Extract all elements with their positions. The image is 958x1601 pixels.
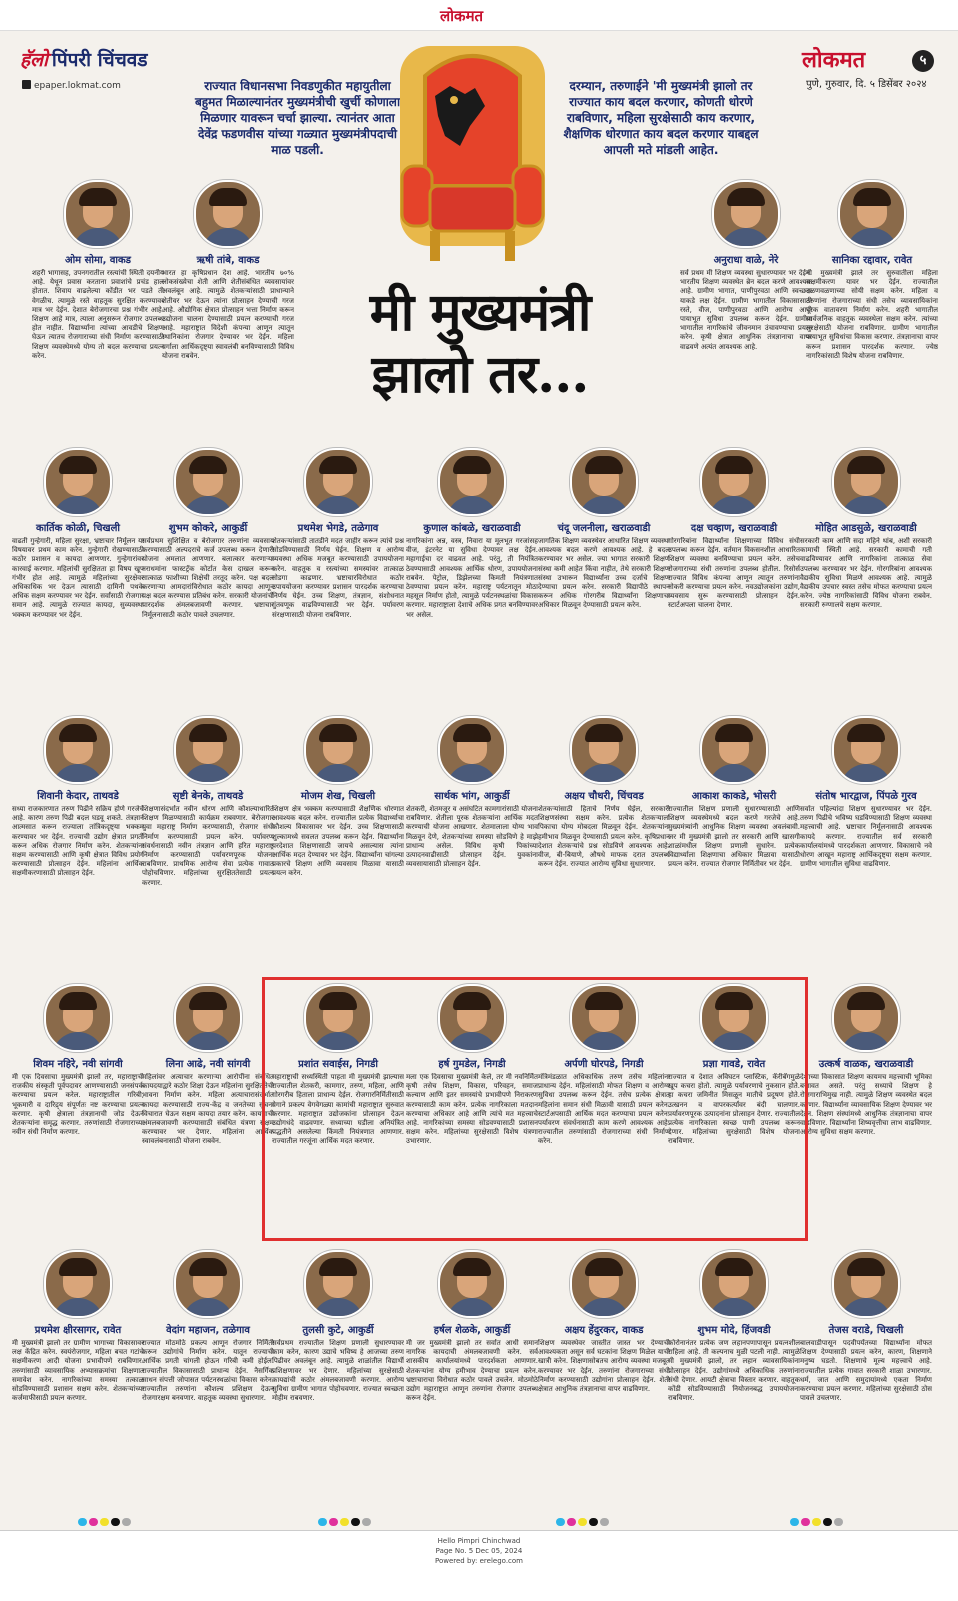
person-card	[142, 448, 274, 645]
person-card	[142, 1250, 274, 1447]
person-name: प्रथमेश भेगडे, तळेगाव	[297, 523, 379, 534]
footer	[0, 1530, 958, 1601]
person-name: ओम सोमा, वाकड	[64, 255, 132, 266]
dateline: पुणे, गुरुवार, दि. ५ डिसेंबर २०२४	[806, 79, 927, 90]
intro-right: दरम्यान, तरुणाईने 'मी मुख्यमंत्री झालो तर राज्यात काय बदल करणार, कोणती धोरणे राबविणार, महिला सुरक्षेसाठी काय करणार, शैक्षणिक धोरणात काय बदल करणार याबद्दल आपली मते मांडली आहेत.	[563, 79, 759, 157]
person-opinion: राज्यात मोठमोठे प्रकल्प आणून रोजगार निर्मिती करून उद्योगांचे निर्माण करेन. यातून राज्याची आर्थिक प्रगती चांगली होऊन गरिबी कमी होईल. राज्यातील विकासासाठी प्राधान्य देईन. नैसर्गिक साधन संपत्ती जोपासत पर्यटनस्थळांचा विकास करेन. राज्यातील तरुणांना कौशल्य प्रशिक्षण देऊन रोजगारक्षम बनवणार. वाहतूक व्यवस्था सुधारणार.	[142, 1339, 274, 1403]
person-opinion: वाढती गुन्हेगारी, महिला सुरक्षा, भ्रष्टाचार निर्मूलन या विषयावर प्रथम काम करेन. गुन्हेगारी रोखण्यासाठी कठोर प्रशासन व कायदा आणणार. गुन्हेगारांवर कारवाई करणार. महिलांची सुरक्षितता हा विषय खूप गंभीर होत आहे. त्यामुळे महिलांच्या सुरक्षेवर अधिकाधिक भर देऊन त्यासाठी दामिनी पथके अधिक सक्षम करण्यावर भर देईन. सर्वांसाठी रोजगार समान आहे. त्यामुळे राज्यात कायदा, सुव्यवस्था भक्कम करण्यावर भर देईन.	[12, 537, 144, 619]
headline-line1: मी मुख्यमंत्री	[369, 282, 591, 343]
person-name: हर्षल शेळके, आकुर्डी	[433, 1325, 511, 1336]
person-name: अक्षय चौधरी, चिंचवड	[564, 791, 644, 802]
avatar	[64, 180, 132, 248]
avatar	[712, 180, 780, 248]
avatar	[438, 448, 506, 516]
person-card	[406, 1250, 538, 1447]
avatar	[174, 448, 242, 516]
person-opinion: सर्वप्रथम राज्यातील शिक्षण प्रणाली सुधारण्यावर काम करेन, कारण उद्याचे भविष्य हे आजच्या तरुण पिढीवर अवलंबून आहे. त्यामुळे शाळांतील विद्यार्थी प्रशिक्षणावर भर देणार. महिलांच्या सुरक्षेसाठी कायद्यांची कठोर अंमलबजावणी करणार. आरोग्य सुविधा ग्रामीण भागात पोहोचवणार. राज्यात स्वच्छता मोहीम राबवणार.	[272, 1339, 404, 1403]
avatar	[832, 716, 900, 784]
person-card	[272, 1250, 404, 1447]
person-name: सानिका रद्दावार, रावेत	[831, 255, 913, 266]
avatar	[174, 984, 242, 1052]
color-registration-left	[78, 1518, 131, 1526]
person-card	[406, 448, 538, 645]
person-card	[142, 716, 274, 913]
person-opinion: कोरोनानंतर प्रत्येक जण लहानपणापासून प्रयत्नशील राहिला आहे. ती कल्पनाच मुळी पटली नाही. त्यामुळे मी मुख्यमंत्री झालो, तर लहान व्यावसायिकांना प्रोत्साहन देईन. उद्योगांमध्ये अधिकाधिक तरुणांना संधी देणार. आयटी क्षेत्राचा विस्तार करणार. वाहतूक कोंडी सोडविण्यासाठी नियोजनबद्ध उपाययोजना राबविणार.	[668, 1339, 800, 1403]
avatar	[194, 180, 262, 248]
epaper-url[interactable]	[22, 80, 121, 91]
person-opinion: मी जर मुख्यमंत्री झालो तर सर्वात आधी समान नागरिक कायदाची अंमलबजावणी करेन. सर्व शासकीय कार्यालयांमध्ये पारदर्शकता आणणार. शेतकऱ्यांना योग्य हमीभाव देण्याचा प्रयत्न करेन. भ्रष्टाचाराचा विरोधात कठोर पावले उचलेन. मोठमोठे उद्योग महाराष्ट्रात आणून तरुणांना रोजगार उपलब्ध करून देईन.	[406, 1339, 538, 1403]
avatar	[832, 448, 900, 516]
person-card	[32, 180, 164, 377]
person-opinion: महाराष्ट्राची सध्यस्थिती पाहता मी मुख्यमंत्री झाल्यास राज्यातील शेतकरी, कामगार, तरुण, महिला, आणि गोरगरीब हिताला प्राधान्य देईल. रोजगारनिर्मितीसाठी वेगाने प्रकल्प वेगवेगळ्या कामांची महाराष्ट्रात सुरुवात करणार. महाराष्ट्रात उद्योजकांना प्रोत्साहन देऊन उद्योगधंदे वाढवणार. सध्याच्या घडीला अनियंत्रित पद्धतीने असलेल्या किंमती नियंत्रणात आणणार. राज्यातील गरजूंना आर्थिक मदत करणार.	[272, 1073, 404, 1146]
person-card	[12, 984, 144, 1181]
person-opinion: शिक्षणासंदर्भात नवीन धोरण आणि कौशल्याधारित शिक्षण मिळण्यासाठी कार्यक्रम राबवणार. बेरोजगार युवा महाराष्ट्र निर्माण करण्यासाठी, रोजगार संधी निर्माण करण्यासाठी प्रयत्न करेन. पर्यावरण संवर्धनासाठी नवीन तंत्रज्ञान आणि हरित महाराष्ट्र निर्माण करण्यासाठी पर्यावरणपूरक योजना राबविणार. प्राथमिक आरोग्य सेवा प्रत्येक गावात पोहोचविणार. महिलांच्या सुरक्षिततेसाठी प्रयत्न करणार.	[142, 805, 274, 887]
person-opinion: बालवाडीपासून पदवीपर्यंतच्या विद्यार्थ्यांना मोफत शिक्षण देण्यासाठी प्रयत्न करेन, कारण, शिक्षणाने मनुष्य घडतो. शिक्षणाचे मूल्य महत्त्वाचे आहे. राज्यातील प्रत्येक गावात सरकारी शाळा उभारणार. धर्म, जात आणि समुदायांमध्ये एकता निर्माण करण्याचा प्रयत्न करणार. महिलांच्या सुरक्षेसाठी ठोस पावले उचलणार.	[800, 1339, 932, 1403]
person-name: अक्षय हेंदुरकर, वाकड	[564, 1325, 644, 1336]
person-name: वेदांग महाजन, तळेगाव	[166, 1325, 250, 1336]
person-name: प्रथमेश क्षीरसागर, रावेत	[34, 1325, 122, 1336]
person-opinion: शेतकरी, शेतमजूर व असंघटित कामगारांसाठी योजना राबविणार. शेतीला पूरक शेतकऱ्यांना आर्थिक मदत करण्याची योजना आखणार. शेतमालाला योग्य भाव मिळवून देणे, शेतकऱ्यांच्या समस्या सोडविणे हे माझे प्राधान्य असेल. विविध कृषी पिकांच्या उत्पादनवाढीसाठी प्रोत्साहन देईन. युवकांना व्यवसायासाठी प्रोत्साहन देईन.	[406, 805, 538, 869]
avatar	[44, 1250, 112, 1318]
person-name: सृष्टी बेनके, ताथवडे	[172, 791, 244, 802]
person-opinion: महिलांवर अत्याचार करणाऱ्या आरोपींना संबंधित कायदयाद्वारे कठोर शिक्षा देऊन महिलांना सुरक्षिततेची भावना निर्माण करेन. महिला अत्याचारासंदर्भात कायदा करण्यासाठी राज्य-केंद्र व जनतेच्या सूचना विचारात घेऊन सक्षम कायदा तयार करेन. कायद्याची अंमलबजावणी करण्यासाठी संबंधित यंत्रणा सक्षम करण्यावर भर देणार. महिलांना आर्थिक स्वावलंबनासाठी योजना राबवेन.	[142, 1073, 274, 1146]
person-name: कार्तिक कोळी, चिखली	[36, 523, 120, 534]
page-number: ५	[912, 50, 934, 72]
person-card	[800, 448, 932, 645]
person-name: तुलसी कुटे, आकुर्डी	[302, 1325, 374, 1336]
person-opinion: मंत्रिमंडळात अधिकाधिक तरुण तसेच महिलांना प्राधान्य देईन. महिलांसाठी मोफत शिक्षण व आरोग्य सुविधा उपलब्ध करून देईन. तसेच प्रत्येक क्षेत्रात महिलांना समान संधी मिळावी यासाठी प्रयत्न करेन. स्टार्टअपसाठी आर्थिक मदत करण्याचा प्रयत्न करेन. पर्यावरण संवर्धनासाठी काम करणे आवश्यक आहे. राज्यातील तरुणांसाठी रोजगाराच्या संधी निर्माण करेन.	[538, 1073, 670, 1146]
avatar	[44, 448, 112, 516]
person-name: कुणाल कांबळे, खराळवाडी	[423, 523, 521, 534]
avatar	[304, 716, 372, 784]
person-opinion: भारत हा कृषिप्रधान देश आहे. भारतीय ७०% लोकसंख्येचा शेती आणि शेतीसंबंधित व्यवसायांवर अवलंबून आहे. त्यामुळे शेतकऱ्यांसाठी प्राधान्याने शेतीवर भर देऊन त्यांना प्रोत्साहन देण्याची गरज आहे. औद्योगिक क्षेत्रात प्रोत्साहन भत्ता निर्माण करून उद्योजना चालना देण्यासाठी प्रयत्न करण्याची गरज आहे. महाराष्ट्रात विदेशी कंपन्या आणून त्यातून स्थानिकांना रोजगार देण्यावर भर देईन. महिला वर्गाला आर्थिकदृष्ट्या स्वावलंबी बनविण्यासाठी विविध योजना राबवेन.	[162, 269, 294, 360]
person-name: शिवम नहिरे, नवी सांगवी	[33, 1059, 123, 1070]
person-name: आकाश काकडे, भोसरी	[691, 791, 777, 802]
avatar	[44, 716, 112, 784]
edition-title	[20, 46, 148, 72]
chair-icon	[390, 36, 555, 266]
intro-left: राज्यात विधानसभा निवडणुकीत महायुतीला बहुमत मिळाल्यानंतर मुख्यमंत्रीची खुर्ची कोणाला मिळणार यावरून चर्चा झाल्या. त्यानंतर आता देवेंद्र फडणवीस यांच्या गळ्यात मुख्यमंत्रीपदाची माळ पडली.	[194, 79, 401, 157]
avatar	[174, 716, 242, 784]
person-name: शुभम मोदे, हिंजवडी	[697, 1325, 771, 1336]
top-bar	[0, 0, 958, 31]
person-opinion: सर्वात पहिल्यांदा शिक्षण सुधारण्यावर भर देईन. तरुण पिढीचे भविष्य घडविण्यासाठी शिक्षण व्यवस्था महत्त्वाची आहे. भ्रष्टाचार निर्मूलनासाठी आवश्यक कायदे करणार. राज्यातील सर्व सरकारी कार्यालयांमध्ये पारदर्शकता आणणार. विकासाचे नवे धोरण आखून महाराष्ट्र आर्थिकदृष्ट्या सक्षम करणार. ग्रामीण भागातील सुविधा वाढविणार.	[800, 805, 932, 869]
person-opinion: राज्यात व देशात अविघटन प्लास्टिक, कॅरीबॅगमुळे खूप कचरा होतो. त्यामुळे पर्यावरणाचे नुकसान होते. हा कचरा जमिनीत मिसळून मातीचे प्रदूषण होते. उत्खनन व वापरकर्त्यांवर बंदी घालणार. पर्यावरणपूरक उत्पादनांना प्रोत्साहन देणार. राज्यातील प्रत्येक नागरिकाला स्वच्छ पाणी उपलब्ध करून देणार. महिलांच्या सुरक्षेसाठी विशेष योजना राबविणार.	[668, 1073, 800, 1146]
person-opinion: सध्या राजकारणात तरुण पिढीने सक्रिय होणे गरजेचे आहे. कारण तरुण पिढी बदल घडवू शकते. तंत्रज्ञान आत्मसात करून राज्याला तांत्रिकदृष्ट्या भक्कम करण्यावर भर देईन. राज्याची उद्योग क्षेत्रात प्रगती करून अधिक रोजगार निर्माण करेन. शेतकऱ्यांना सक्षम करण्यासाठी आणि कृषी क्षेत्रात विविध प्रयोग करण्यासाठी प्रोत्साहन देईन. महिलांना आर्थिक सक्षमीकरणासाठी प्रोत्साहन देईन.	[12, 805, 144, 878]
highlight-box	[262, 977, 808, 1241]
lokmat-logo: लोकमत	[802, 47, 866, 73]
person-card	[538, 448, 670, 645]
avatar	[832, 1250, 900, 1318]
masthead-top: लोकमत	[440, 7, 484, 25]
person-card	[800, 1250, 932, 1447]
person-opinion: राज्यातील शिक्षण प्रणाली सुधारण्यासाठी आणि शिक्षण व्यवस्थेमध्ये बदल करणे गरजेचे आहे. मुख्यमंत्र्यांनी आधुनिक शिक्षण व्यवस्था अवलंबावी. जर मी मुख्यमंत्री झालो तर सरकारी आणि खासगी शाळांमधील शिक्षण प्रणाली सुधारेन. प्रत्येक विद्यार्थ्याला शिक्षणाचा अधिकार मिळावा यासाठी प्रयत्न करेन. राज्यात रोजगार निर्मितीवर भर देईन.	[668, 805, 800, 869]
avatar	[304, 448, 372, 516]
person-card	[668, 448, 800, 645]
person-card	[538, 716, 670, 913]
person-opinion: शहरी भागासह, उपनगरातील रस्त्यांची स्थिती दयनीय आहे. येथून प्रवास करताना प्रवाशांचे प्रचंड हाल होतात. शिवाय वाढलेल्या कोंडीत भर पडते ती वेगळीच. त्यामुळे रस्ते वाहतूक सुरक्षित करण्यावर मात्र भर देईन. देशात बेरोजगारचा प्रश्न गंभीर आहे. शिक्षण आहे मात्र, त्याला अनुसरून रोजगार उपलब्ध होत नाहीत. विद्यार्थ्यांना त्यांच्या आवडीचे शिक्षण घेऊन त्यातच रोजगाराच्या संधी निर्माण करण्यासाठी शिक्षण व्यवस्थेमध्ये योग्य तो बदल करण्याचा प्रयत्न करेन.	[32, 269, 164, 360]
person-card	[668, 716, 800, 913]
person-name: लिना आढे, नवी सांगवी	[165, 1059, 251, 1070]
person-name: अर्पणी घोरपडे, निगडी	[564, 1059, 644, 1070]
person-opinion: शेतकऱ्यांसाठी तातडीने मदत जाहीर करून त्यांचे प्रश्न सोडविण्यासाठी निर्णय घेईन. शिक्षण व आरोग्य व्यवस्था अधिक मजबूत करण्यासाठी उपाययोजना करेन. वाहतूक व रस्त्यांच्या समस्यांवर तात्काळ तोडगा काढणार. भ्रष्टाचारविरोधात कठोर उपाययोजना करण्यावर प्रशासन पारदर्शक करण्याचा निर्णय घेईन. उच्च शिक्षण, तंत्रज्ञान, संशोधनात गुंतवणूक वाढविण्यासाठी भर देईन. पर्यावरण संरक्षणासाठी योजना राबविणार.	[272, 537, 404, 619]
person-card	[680, 180, 812, 377]
person-name: ऋषी तांबे, वाकड	[196, 255, 260, 266]
avatar	[838, 180, 906, 248]
person-opinion: मी मुख्यमंत्री झाले तर सुरुवातीला महिला सक्षमीकरण यावर भर देईन. राज्यातील दळणवळणाच्या सोयी सक्षम करेन. महिला व तरुणांना रोजगाराच्या संधी तसेच व्यावसायिकांना पूरक वातावरण निर्माण करेन. शहरी भागातील सार्वजनिक वाहतूक व्यवस्थेला सक्षम करेन. त्यांच्या सुरक्षेसाठी योजना राबविणार. ग्रामीण भागातील पायाभूत सुविधांचा विकास करणार. तंत्रज्ञानाचा वापर करून प्रशासन पारदर्शक करणार. ज्येष्ठ नागरिकांसाठी विशेष योजना राबविणार.	[806, 269, 938, 360]
person-name: मोहित आडसुळे, खराळवाडी	[815, 523, 917, 534]
person-name: मोजम शेख, चिखली	[300, 791, 376, 802]
person-opinion: शेतकऱ्यांसाठी हिताचे निर्णय घेईल, सरकारी शिक्षणसंस्था सक्षम करेन. प्रत्येक शेतकऱ्याला पिकाचा योग्य मोबदला मिळवून देईन. शेतकऱ्यांना हमीभाव मिळवून देण्यासाठी प्रयत्न करेन. कृषिप्रधान देशात शेतकऱ्यांचे प्रश्न सोडविणे आवश्यक आहे. वीज, बी-बियाणे, औषधे माफक दरात उपलब्ध करून देईन. राज्यात आरोग्य सुविधा सुधारणार.	[538, 805, 670, 869]
person-name: शुभम कोकरे, आकुर्डी	[168, 523, 248, 534]
color-registration-right	[556, 1518, 609, 1526]
person-opinion: शिक्षण क्षेत्र भक्कम करण्यासाठी शैक्षणिक धोरणात आवश्यक बदल करेन. राज्यातील प्रत्येक विद्यार्थ्याचा कौशल्य विकासावर भर देईन. उच्च शिक्षणासाठी शुल्कामध्ये सवलत उपलब्ध करून देईन. विद्यार्थ्यांना परदेशात शिक्षणासाठी जायचे असल्यास त्यांना आर्थिक मदत देण्यावर भर देईन. विद्यार्थ्यांना चांगल्या प्रकारचे शिक्षण आणि व्यवसाय मिळावा यासाठी प्रयत्न करेन.	[272, 805, 404, 878]
person-opinion: देशाच्या विकासात शिक्षण कायमच महत्त्वाची भूमिका बजावत असते. परंतु सध्याचे शिक्षण हे रोजगाराभिमुख नाही. त्यामुळे शिक्षण व्यवस्थेत बदल करणार. विद्यार्थ्यांना व्यावसायिक शिक्षण देण्यावर भर देईन. शिक्षण संस्थांमध्ये आधुनिक तंत्रज्ञानाचा वापर वाढविणार. विद्यार्थ्यांना शिष्यवृत्तीचा लाभ वाढविणार. आरोग्य सुविधा सक्षम करणार.	[800, 1073, 932, 1137]
person-card	[806, 180, 938, 377]
person-opinion: शिक्षण व्यवस्थेवर जास्तीत जास्त भर देण्याची आवश्यकता असून सर्व घटकांना शिक्षण मिळेल याची खात्री करेन. शिक्षणासोबतच आरोग्य व्यवस्था मजबूत करण्यावर भर देईन. तरुणांना रोजगाराच्या संधी निर्माण करण्यासाठी उद्योगांना प्रोत्साहन देईन. शेती क्षेत्रात आधुनिक तंत्रज्ञानाचा वापर वाढविणार.	[538, 1339, 670, 1394]
person-card	[142, 984, 274, 1181]
person-opinion: जागतिक शिक्षण व्यवस्थेवर आधारित शिक्षण व्यवस्था आवश्यक बदल करणे आवश्यक आहे. हे बदल करण्यावर भर असेल. ज्या भागात सरकारी शिक्षण संस्था कमी आहेत किंवा नाहीत, तेथे सरकारी शिक्षण संस्था उभारून विद्यार्थ्यांना उच्च दर्जाचे शिक्षण देण्याचा प्रयत्न करेन. सरकारी विद्यापीठे स्थापन करून अधिक गोरगरीब विद्यार्थ्यांना शिक्षणाचा अधिकार मिळवून देण्यासाठी प्रयत्न करेन.	[538, 537, 670, 610]
color-registration-far	[790, 1518, 843, 1526]
person-opinion: मी मुख्यमंत्री झालो तर ग्रामीण भागाच्या विकासावर लक्ष केंद्रित करेन. स्वयंरोजगार, महिला बचत गटांचे सक्षमीकरण आदी योजना प्रभावीपणे राबविणार. तरुणांसाठी व्यावसायिक अभ्यासक्रमांचा शिक्षणात समावेश करेन. नागरिकांच्या समस्या तत्काळ सोडविण्यासाठी प्रशासन सक्षम करेन. शेतकऱ्यांच्या कर्जमाफीसाठी प्रयत्न करणार.	[12, 1339, 144, 1403]
avatar	[570, 1250, 638, 1318]
person-name: उत्कर्ष वाळक, खराळवाडी	[818, 1059, 914, 1070]
epaper-icon	[22, 80, 31, 89]
person-name: प्रशांत सवाईस, निगडी	[298, 1059, 378, 1070]
person-name: तेजस वराडे, चिखली	[828, 1325, 904, 1336]
avatar	[44, 984, 112, 1052]
person-card	[538, 1250, 670, 1447]
person-card	[12, 716, 144, 913]
headline-line2: झालो तर...	[371, 344, 589, 405]
avatar	[304, 1250, 372, 1318]
person-opinion: नागरिकांना अन्न, वस्त्र, निवारा या मूलभूत गरजांसह वीज, इंटरनेट या सुविधा देण्यावर लक्ष देईन. महागाईचा दर वाढवत आहे. परंतु, ती नियंत्रित ठेवण्यासाठी आवश्यक आर्थिक धोरण, उपाययोजना राबवेन. पेट्रोल, डिझेलच्या किमती नियंत्रणात ठेवण्याचा प्रयत्न करेन. महाराष्ट्र पर्यटनातून मोठा महसूल निर्माण होतो, त्यामुळे पर्यटनस्थळांचा विकास करणार. महाराष्ट्राला देशाचे अधिक प्रगत बनविण्यावर भर असेल.	[406, 537, 538, 619]
avatar	[438, 1250, 506, 1318]
person-name: हर्ष गुमडेल, निगडी	[438, 1059, 506, 1070]
person-card	[12, 1250, 144, 1447]
person-card	[272, 448, 404, 645]
person-opinion: मी एक दिवसाचा मुख्यमंत्री झालो तर, महाराष्ट्राची राजकीय संस्कृती पूर्वपदावर आणण्यासाठी जनसंपर्क करण्याचा प्रयत्न करेल. महाराष्ट्रातील गरिबी, भूकमारी व दारिद्र्य संपूर्णतः नष्ट करण्याचा प्रयत्न करणार. कृषी क्षेत्राला तंत्रज्ञानाची जोड देऊन शेतकऱ्यांना समृद्ध करणार. तरुणांसाठी रोजगाराच्या नवीन संधी निर्माण करणार.	[12, 1073, 144, 1137]
avatar	[700, 716, 768, 784]
avatar	[174, 1250, 242, 1318]
person-name: चंदू जलनीला, खराळवाडी	[557, 523, 651, 534]
footer-line2: Page No. 5 Dec 05, 2024	[435, 1547, 523, 1555]
person-card	[800, 716, 932, 913]
person-name: अनुराधा वाळे, नेरे	[713, 255, 779, 266]
avatar	[700, 1250, 768, 1318]
person-name: संतोष भारद्वाज, पिंपळे गुरव	[815, 791, 917, 802]
person-card	[12, 448, 144, 645]
color-registration-mid	[318, 1518, 371, 1526]
footer-line3: Powered by: erelego.com	[434, 1557, 523, 1565]
footer-line1: Hello Pimpri Chinchwad	[437, 1537, 521, 1545]
avatar	[438, 716, 506, 784]
edition-city: पिंपरी चिंचवड	[51, 49, 148, 71]
edition-hello: हॅलो	[20, 49, 48, 71]
person-opinion: मला एक दिवसाचा मुख्यमंत्री केले, तर मी नवनिर्मित कृषी तसेच शिक्षण, विकास, परिवहन, समाज कल्याण आणि इतर समस्यांचे प्रभावीपणे निराकरण करण्यासाठी काम करेन. प्रत्येक नागरिकाला मतदान करण्याचा अधिकार आहे आणि त्यांचे मत महत्त्वाचे आहे. नागरिकांच्या समस्या सोडवण्यासाठी प्रशासन सक्षम करेन. महिलांच्या सुरक्षेसाठी विशेष यंत्रणा उभारणार.	[406, 1073, 538, 1146]
avatar	[832, 984, 900, 1052]
person-name: प्रज्ञा गावडे, रावेत	[702, 1059, 766, 1070]
person-card	[406, 716, 538, 913]
person-card	[668, 1250, 800, 1447]
headline	[290, 282, 670, 406]
person-opinion: सर्व प्रथम मी शिक्षण व्यवस्था सुधारण्यावर भर देईन. भारतीय शिक्षण व्यवस्थेत ब्रेन बदल करणे आवश्यक आहे. ग्रामीण भागात, पाणीपुरवठा आणि स्वच्छता याकडे लक्ष देईन. ग्रामीण भागातील विकासासाठी रस्ते, वीज, पाणीपुरवठा आणि आरोग्य आदी पायाभूत सुविधा उपलब्ध करून देईन. ग्रामीण भागातील नागरिकांचे जीवनमान उंचावण्याचा प्रयत्न करेन. कृषी क्षेत्रात आधुनिक तंत्रज्ञानाचा वापर वाढवणे अत्यंत आवश्यक आहे.	[680, 269, 812, 351]
avatar	[570, 448, 638, 516]
person-name: दक्ष चव्हाण, खराळवाडी	[690, 523, 778, 534]
person-name: शिवानी केदार, ताथवडे	[37, 791, 119, 802]
avatar	[570, 716, 638, 784]
person-opinion: गोरगरिबांना विद्यार्थ्यांना शिक्षणाच्या विविध संधी उपलब्ध करून देईन. वर्तमान विकसनशील आधारित शिक्षण व्यवस्था बनविण्याचा प्रयत्न करेन. तसेच रोजगाराच्या संधी तरुणांना उपलब्ध होतील. रिसोर्स राज्यात विविध कंपन्या आणून त्यातून तरुणांना नोकरी करण्याचा प्रयत्न करेन. नवउद्योजकांना उद्योग, व्यवसाय सुरू करण्यासाठी प्रोत्साहन देईन. स्टार्टअपला चालना देणार.	[668, 537, 800, 610]
person-opinion: सर्वप्रथम सुशिक्षित व बेरोजगार तरुणांना व्यवसाय करण्यासाठी अल्पदराचे कर्ज उपलब्ध करून देणारी योजना अमलात आणणार. बलात्कार करणाऱ्या नराधमांना फास्टट्रॅक कोर्टात केस दाखल करून तात्काळ फाशीच्या शिक्षेची तरतूद करेन. पक्ष बदल करणाऱ्या आमदारांविरोधात कठोर कायदा आणून पक्ष बदल करण्यास प्रतिबंध करेन. सरकारी योजनांची पारदर्शक अंमलबजावणी करणार. भ्रष्टाचार निर्मूलनासाठी कठोर पावले उचलणार.	[142, 537, 274, 619]
person-opinion: सरकारी काम आणि सदा महिने थांब, अशी सरकारी कामाची स्थिती आहे. सरकारी कामाची गती वाढविण्यावर आणि नागरिकांना तात्काळ सेवा उपलब्ध करण्यावर भर देईन. गोरगरिबांना आवश्यक वैद्यकीय सुविधा मिळणे आवश्यक आहे. त्यामुळे वैद्यकीय उपचार स्वस्त तसेच मोफत करण्याचा प्रयत्न करेन. ज्येष्ठ नागरिकांसाठी विविध योजना राबवेन. सरकारी रुग्णालये सक्षम करणार.	[800, 537, 932, 610]
person-card	[800, 984, 932, 1181]
person-card	[272, 716, 404, 913]
person-name: सार्थक भांग, आकुर्डी	[434, 791, 510, 802]
person-card	[162, 180, 294, 377]
epaper-text: epaper.lokmat.com	[34, 81, 121, 91]
avatar	[700, 448, 768, 516]
